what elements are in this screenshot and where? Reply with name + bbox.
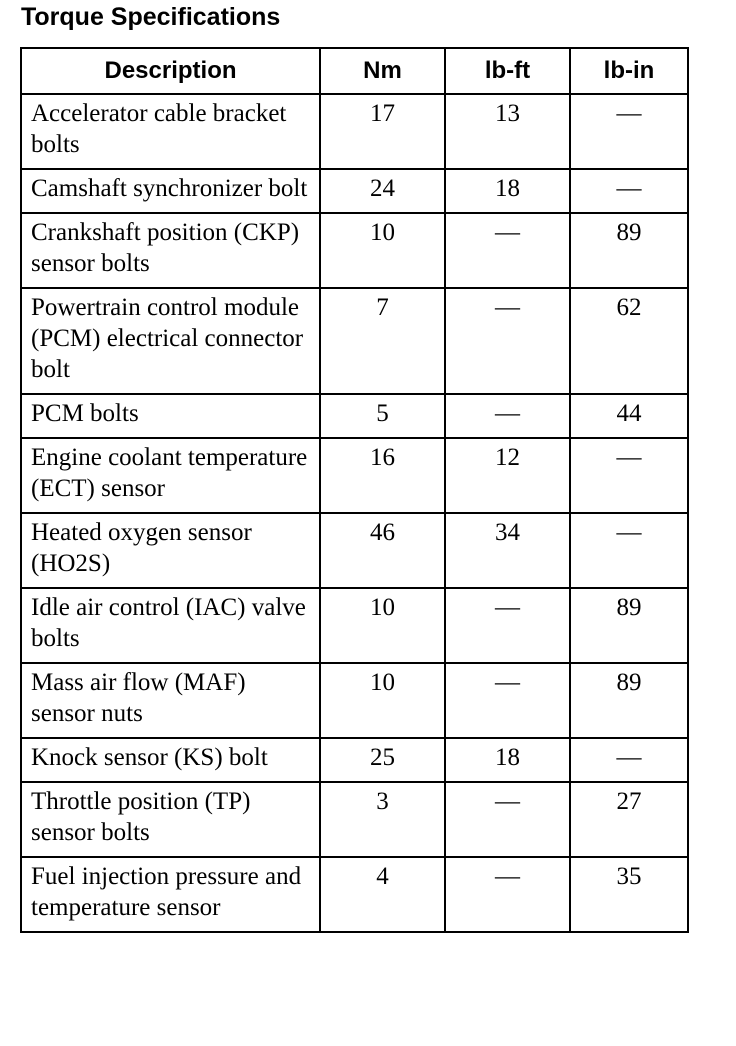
- cell-nm: 4: [320, 857, 445, 932]
- cell-lb-in: 62: [570, 288, 688, 394]
- cell-lb-in: 35: [570, 857, 688, 932]
- cell-lb-in: 89: [570, 213, 688, 288]
- cell-description: Idle air control (IAC) valve bolts: [21, 588, 320, 663]
- table-row: [21, 782, 688, 857]
- cell-lb-ft: —: [445, 663, 570, 738]
- header-description: Description: [21, 48, 320, 94]
- cell-lb-ft: —: [445, 394, 570, 438]
- table-row: [21, 738, 688, 782]
- cell-nm: 17: [320, 94, 445, 169]
- cell-lb-ft: —: [445, 782, 570, 857]
- cell-lb-ft: 12: [445, 438, 570, 513]
- cell-lb-in: 27: [570, 782, 688, 857]
- cell-description: Powertrain control module (PCM) electrical connector bolt: [21, 288, 320, 394]
- table-header-row: [21, 48, 688, 94]
- cell-nm: 10: [320, 588, 445, 663]
- cell-description: PCM bolts: [21, 394, 320, 438]
- cell-lb-in: —: [570, 513, 688, 588]
- cell-lb-ft: 34: [445, 513, 570, 588]
- page-title: Torque Specifications: [21, 3, 281, 31]
- cell-lb-in: 89: [570, 588, 688, 663]
- table-row: [21, 438, 688, 513]
- cell-nm: 24: [320, 169, 445, 213]
- cell-description: Camshaft synchronizer bolt: [21, 169, 320, 213]
- cell-lb-ft: 18: [445, 738, 570, 782]
- cell-description: Knock sensor (KS) bolt: [21, 738, 320, 782]
- cell-description: Accelerator cable bracket bolts: [21, 94, 320, 169]
- cell-description: Mass air flow (MAF) sensor nuts: [21, 663, 320, 738]
- cell-nm: 16: [320, 438, 445, 513]
- table-row: [21, 663, 688, 738]
- cell-description: Heated oxygen sensor (HO2S): [21, 513, 320, 588]
- cell-lb-ft: —: [445, 288, 570, 394]
- table-row: [21, 94, 688, 169]
- table-row: [21, 394, 688, 438]
- cell-lb-ft: —: [445, 588, 570, 663]
- table-row: [21, 513, 688, 588]
- cell-description: Engine coolant temperature (ECT) sensor: [21, 438, 320, 513]
- table-row: [21, 588, 688, 663]
- cell-lb-ft: —: [445, 213, 570, 288]
- cell-lb-in: 44: [570, 394, 688, 438]
- cell-nm: 3: [320, 782, 445, 857]
- cell-description: Fuel injection pressure and temperature sensor: [21, 857, 320, 932]
- cell-nm: 46: [320, 513, 445, 588]
- cell-nm: 10: [320, 213, 445, 288]
- table-row: [21, 288, 688, 394]
- torque-spec-table: [20, 47, 689, 933]
- header-nm: Nm: [320, 48, 445, 94]
- header-lb-ft: lb-ft: [445, 48, 570, 94]
- cell-lb-in: —: [570, 438, 688, 513]
- table-row: [21, 213, 688, 288]
- cell-nm: 10: [320, 663, 445, 738]
- header-lb-in: lb-in: [570, 48, 688, 94]
- cell-lb-in: 89: [570, 663, 688, 738]
- cell-lb-ft: 13: [445, 94, 570, 169]
- cell-lb-in: —: [570, 169, 688, 213]
- table-row: [21, 169, 688, 213]
- cell-description: Throttle position (TP) sensor bolts: [21, 782, 320, 857]
- cell-description: Crankshaft position (CKP) sensor bolts: [21, 213, 320, 288]
- cell-lb-ft: —: [445, 857, 570, 932]
- cell-nm: 25: [320, 738, 445, 782]
- cell-lb-in: —: [570, 738, 688, 782]
- cell-nm: 5: [320, 394, 445, 438]
- cell-lb-in: —: [570, 94, 688, 169]
- cell-lb-ft: 18: [445, 169, 570, 213]
- cell-nm: 7: [320, 288, 445, 394]
- table-row: [21, 857, 688, 932]
